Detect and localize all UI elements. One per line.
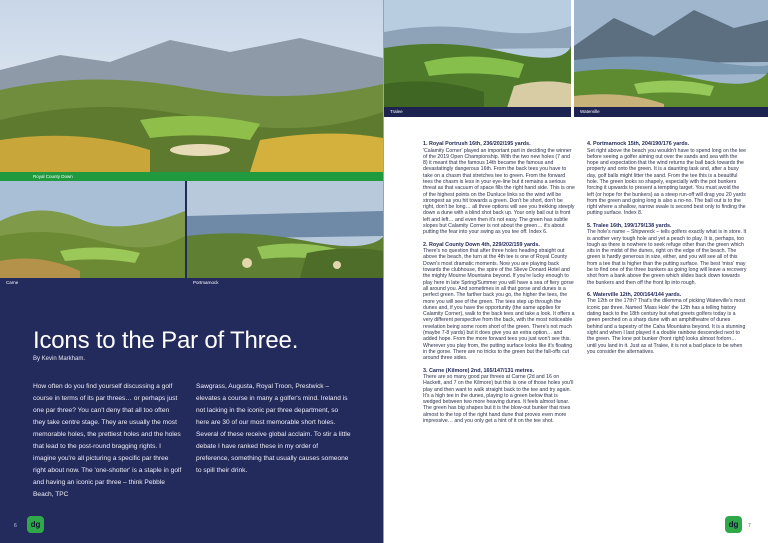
hole-6-title: 6. Waterville 12th, 200/164/144 yards.	[587, 291, 682, 298]
carne-caption: Carne	[0, 278, 185, 288]
hole-2-text: There's no question that after three holes heading straight out above the beach, the turn at the 4th tee is one of Royal County Down's most dramatic moments. Now you are playing back towards the clubhouse, the spire of the Slieve Donard Hotel and the mighty Mourne Mountains beyond. If you're lucky enough to play here in late Spring/Summer you will have a sea of fiery gorse all around you. And sometimes in all that gorse and dunes is a perfect green. The farther back you go, the higher the tees, the more you will see of the green. The tees step up through the dunes and, if you have the opportunity (the same applies for Calamity Corner), walk to the back tees and take a look. It offers a very different perspective from the back, with the most noticeable revelation being some room short of the green. There's not much (maybe 7-8 yards) but it does give you an extra option… and added hope. From the more forward tees you just won't see this. Wherever you play from, the putting surface looks like it's floating in the gorse. There are no tricks to the green but the fall-offs cut around three sides.	[423, 248, 575, 362]
hole-1-text: 'Calamity Corner' played an important part in deciding the winner of the 2019 Open Championship. With the two new holes (7 and 8) it meant that the famous 14th became the famous and devastatingly dangerous 16th. From the back tees you have to take on a chasm that stretches tee to green. From the forward tees the chasm is less in your eye-line but it remains a serious threat as that vacuum of space fills the right hand side. This is one of the highest points on the Dunluce links so the wind will be strongest as you hit towards a green. Don't be short, don't be right, don't be long… all three options will see you trekking steeply down a dune with a blind shot back up. Your only bail out is front left and left… and even then it's not easy. The green has subtle slopes but Calamity Corner is not about the green… it's about putting the fear into your swing as you tee off. Index 6.	[423, 147, 575, 236]
hole-5-title: 5. Tralee 16th, 199/179/138 yards.	[587, 222, 672, 229]
article-headline: Icons to the Par of Three.	[33, 327, 299, 354]
tralee-photo	[384, 0, 571, 117]
carne-photo	[0, 181, 185, 288]
portmarnock-photo	[187, 181, 383, 288]
left-page	[0, 0, 383, 543]
hole-6-text: The 12th or the 17th? That's the dilemma of picking Waterville's most iconic par three. Named 'Mass Hole' the 12th has a telling history dating back to the 18th century but what greets golfers today is a green perched on a sharp dune with an amphitheatre of dunes behind and a tapestry of the Caha Mountains beyond. It is a stunning sight and when I last played it a double rainbow descended next to the green. The lone pot bunker (front right) looks almost forlorn… until you land in it. Just as at Tralee, it is not a bad place to be when you consider the alternatives.	[587, 298, 746, 355]
page-number-left: 6	[14, 523, 17, 529]
portmarnock-caption: Portmarnock	[187, 278, 383, 288]
dg-logo-right: dg	[725, 516, 742, 533]
hole-1-title: 1. Royal Portrush 16th, 236/202/195 yards.	[423, 141, 531, 147]
hole-3-title: 3. Carne (Kilmore) 2nd, 165/147/131 metres.	[423, 367, 535, 374]
royal-county-down-caption: Royal County Down	[0, 172, 383, 181]
page-number-right: 7	[748, 523, 751, 529]
intro-column-2: Sawgrass, Augusta, Royal Troon, Prestwick – elevates a course in many a golfer's mind. Ireland is not lacking in the iconic par three department, so here are 30 of our most memorable short holes. Several of these receive global acclaim. To stir a little debate I have ranked these in my order of preference, something that usually causes someone to spill their drink.	[196, 383, 351, 474]
hole-5-text: The hole's name – Shipwreck – tells golfers exactly what is in store. It is another very tough hole and yet a peach to play. It is, perhaps, too tough as there is nowhere to seek refuge other than the green which sits in the midst of the dunes, right on the edge of the beach. The green is hardly generous in size, either, and you will see all of this from a tee that is higher than the putting surface. The best 'miss' may be to find one of the three bunkers as going long will leave a recovery shot from a bank above the green which slides back down towards the bunkers and then off the front lip into rough.	[587, 229, 747, 286]
intro-column-1: How often do you find yourself discussing a golf course in terms of its par threes… or perhaps just one par three? You can't deny that all too often they take centre stage. They are usually the most memorable holes, the prettiest holes and the holes that lead to the post-round bragging rights. I imagine you're all picturing a specific par three right about now. The 'one-shotter' is a staple in golf and having an iconic par three – think Pebble Beach, TPC	[33, 383, 182, 498]
waterville-caption: Waterville	[574, 107, 768, 117]
hole-3-text: There are so many good par threes at Carne (2d and 16 on Hackett, and 7 on the Kilmore) but this is one of those holes you'll play and then want to walk straight back to the tee and try again. It's a high tee in the dunes, playing to a green below that is wedged between two more heaving dunes. It feels almost lunar. The green has big shapes but it is the blow-out bunker that rises almost to the top of the right hand dune that proves even more impressive… and you only get a hint of it on the tee shot.	[423, 374, 574, 425]
hole-2-title: 2. Royal County Down 4th, 229/202/159 yards.	[423, 241, 540, 248]
waterville-photo	[574, 0, 768, 117]
article-byline: By Kevin Markham.	[33, 356, 86, 362]
text-column-1	[423, 141, 575, 430]
hole-4-title: 4. Portmarnock 15th, 204/190/176 yards.	[587, 141, 690, 147]
royal-county-down-photo	[0, 0, 383, 172]
dg-logo-left: dg	[27, 516, 44, 533]
tralee-caption: Tralee	[384, 107, 571, 117]
hole-4-text: Set right above the beach you wouldn't have to spend long on the tee before seeing a golfer aiming out over the sands and sea with the hope and expectation that the wind returns the ball back towards the property and onto the green. It is a daunting task and, after a busy day, golf balls might litter the sand. From the tee this is a beautiful hole. The green looks so shapely, especially with the pot bunkers forcing it upwards to present a tempting target. You must avoid the left (or hope for the bunkers) as a steep run-off will drag you 20 yards from the green and going long is also a no-no. The ball out is to the right where a shallow, narrow swale is second best only to finding the putting surface. Index 8.	[587, 147, 747, 217]
right-page	[384, 0, 768, 543]
text-column-2	[587, 141, 747, 361]
